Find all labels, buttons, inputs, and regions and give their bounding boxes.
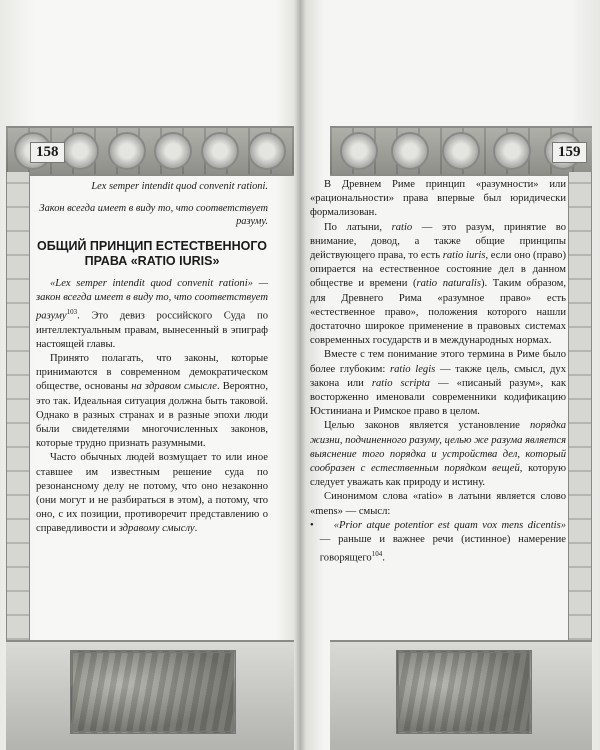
bottom-ornament [330, 640, 592, 750]
paragraph: Вместе с тем понимание этого термина в Риме было более глубоким: ratio legis — также цель, смысл, дух закона или ratio scripta — «писаный разум», как восторженно именовали современники кодификацию Юстиниана и Римское право в целом. [310, 349, 567, 418]
paragraph: В Древнем Риме принцип «разумности» или «рациональности» права впервые был юридически формализован. [310, 179, 566, 219]
paragraph: Принято полагать, что законы, которые принимаются в современном демократическом обществе, основаны на здравом смысле. Вероятно, это так. Идеальная ситуация должна быть таковой. Однако в разных странах и в разные эпохи люди были свидетелями многочисленных законов, которые трудно признать разумными. [36, 353, 268, 450]
bullet-icon: • [310, 519, 314, 531]
right-page [300, 0, 600, 750]
book-gutter [294, 0, 306, 750]
list-item: • «Prior atque potentior est quam vox mens dicentis» — раньше и важнее речи (истинное) намерение говорящего$^{104}$. [310, 519, 566, 566]
epigraph-translation: Закон всегда имеет в виду то, что соответствует разуму. [39, 202, 268, 227]
epigraph-latin: Lex semper intendit quod convenit rationi. [91, 181, 268, 192]
relief-image [70, 650, 236, 734]
side-ornament-border [568, 172, 592, 640]
page-number-left: 158 [30, 142, 65, 163]
paragraph: «Lex semper intendit quod convenit rationi» — закон всегда имеет в виду то, что соответствует разуму$^{103}$. Это девиз российского Суда по интеллектуальным правам, вынесенный в эпиграф настоящей главы. [36, 277, 268, 350]
right-page-text [310, 178, 566, 566]
paragraph: Часто обычных людей возмущает то или иное ставшее им известным решение суда по резонансному делу не потому, что оно незаконно (они могут и не разбираться в этом), а потому, что оно, с их позиции, противоречит представлению о справедливости и здравому смыслу. [36, 452, 268, 535]
paragraph: Целью законов является установление порядка жизни, подчиненного разуму, целью же разума является выяснение того порядка и устройства дел, который сообразен с естественным порядком вещей, которую следует уважать как природу и истину. [310, 420, 567, 489]
relief-image [396, 650, 532, 734]
side-ornament-border [6, 172, 30, 640]
paragraph: По латыни, ratio — это разум, принятие во внимание, довод, а также общие принципы действующего права, то есть ratio iuris, если оно (право) опирается на естественное состояние дел в данном обществе и времени (ratio naturalis). Таким образом, для Древнего Рима «разумное право» есть «естественное право», положения которого нашли достаточно широкое применение в правовых системах современных государств и в международных нормах. [310, 221, 567, 347]
chapter-title: ОБЩИЙ ПРИНЦИП ЕСТЕСТВЕННОГО ПРАВА «RATIO IURIS» [37, 238, 267, 268]
left-page-text [36, 180, 268, 537]
page-number-right: 159 [552, 142, 587, 163]
paragraph: Синонимом слова «ratio» в латыни является слово «mens» — смысл: [310, 491, 566, 517]
bottom-ornament [6, 640, 294, 750]
